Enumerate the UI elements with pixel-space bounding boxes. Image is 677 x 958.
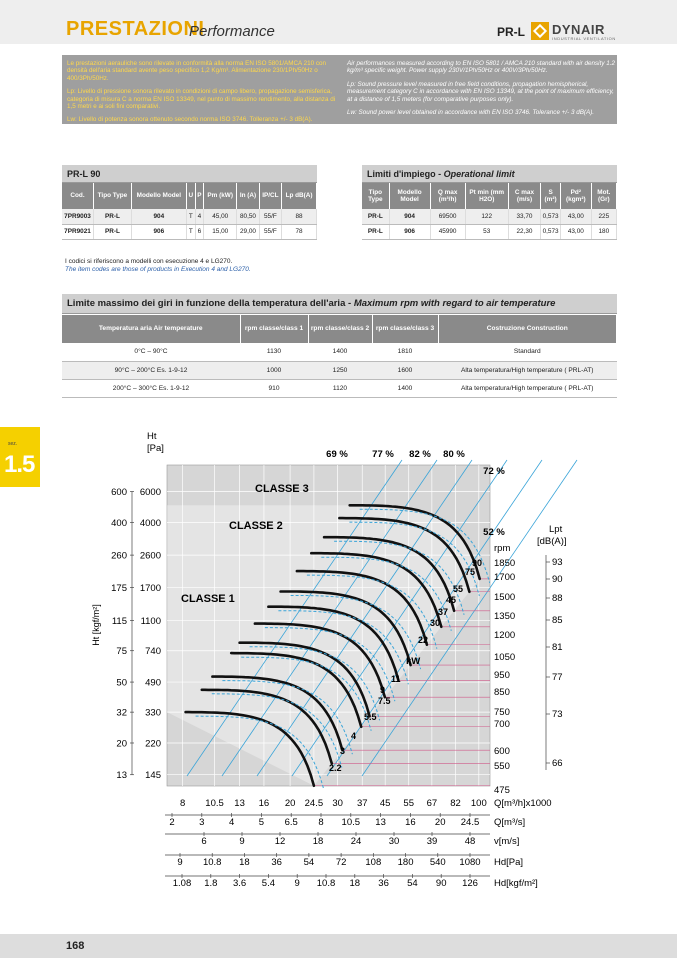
rpm-value: 1700 xyxy=(494,572,516,583)
col-header: Pt min (mm H2O) xyxy=(465,183,508,209)
scale-tick: 24.5 xyxy=(460,817,480,828)
y-pa-tick: 4000 xyxy=(139,517,161,529)
scale-tick: 6 xyxy=(201,836,207,847)
scale-tick: 10.5 xyxy=(341,817,361,828)
rpm-value: 475 xyxy=(494,785,510,796)
cell: 90°C – 200°C Es. 1-9-12 xyxy=(62,361,240,379)
col-header: U xyxy=(186,183,195,209)
table-row xyxy=(62,379,617,397)
col-header: Tipo Type xyxy=(94,183,132,209)
cell: 1000 xyxy=(240,361,308,379)
lpt-value: 66 xyxy=(552,758,563,769)
cell: 904 xyxy=(131,209,186,224)
y-kgf-tick: 20 xyxy=(116,738,127,750)
model-code: PR-L xyxy=(497,25,525,39)
y-kgf-tick: 260 xyxy=(111,550,127,562)
table-row xyxy=(62,209,317,224)
col-header: Lp dB(A) xyxy=(282,183,317,209)
cell: 200°C – 300°C Es. 1-9-12 xyxy=(62,379,240,397)
cell: 22,30 xyxy=(508,224,540,239)
col-header: Pd² (kgm²) xyxy=(560,183,591,209)
cell: 1130 xyxy=(240,343,308,361)
efficiency-label: 77 % xyxy=(372,449,394,460)
scale-tick: 1080 xyxy=(459,857,481,868)
scale-title: v[m/s] xyxy=(494,836,520,847)
col-header: rpm classe/class 2 xyxy=(308,315,372,343)
x-tick: 16 xyxy=(258,798,270,809)
efficiency-label: 52 % xyxy=(483,527,505,538)
class-label: CLASSE 3 xyxy=(255,483,309,495)
table-row xyxy=(362,209,617,224)
col-header: rpm classe/class 1 xyxy=(240,315,308,343)
power-label: 90 xyxy=(472,558,483,568)
scale-tick: 9 xyxy=(239,836,245,847)
power-label: 7.5 xyxy=(378,696,391,706)
scale-tick: 180 xyxy=(397,857,414,868)
limits-table xyxy=(362,165,617,240)
model-table xyxy=(62,165,317,240)
x-tick: 30 xyxy=(332,798,343,809)
scale-title: Hd[Pa] xyxy=(494,857,524,868)
scale-tick: 90 xyxy=(435,878,447,889)
power-label: 5.5 xyxy=(364,712,377,722)
scale-tick: 20 xyxy=(434,817,446,828)
cell: PR-L xyxy=(94,224,132,239)
scale-tick: 10.8 xyxy=(202,857,222,868)
col-header: S (m²) xyxy=(541,183,561,209)
page-footer xyxy=(0,934,677,958)
scale-tick: 13 xyxy=(375,817,386,828)
cell: T xyxy=(186,209,195,224)
notes-box xyxy=(62,55,617,124)
scale-tick: 8 xyxy=(318,817,324,828)
y-pa-tick: 6000 xyxy=(139,486,161,498)
cell: 33,70 xyxy=(508,209,540,224)
notes-english xyxy=(347,60,619,122)
cell: 7PR9021 xyxy=(62,224,94,239)
cell: 1810 xyxy=(372,343,438,361)
rpm-value: 950 xyxy=(494,670,510,681)
lpt-value: 90 xyxy=(552,574,563,585)
scale-tick: 9 xyxy=(294,878,300,889)
y-kgf-tick: 13 xyxy=(116,770,127,782)
x-tick: 20 xyxy=(284,798,296,809)
scale-title: Hd[kgf/m²] xyxy=(494,878,538,889)
cell: 1120 xyxy=(308,379,372,397)
x-axis-title: Q[m³/h]x1000 xyxy=(494,798,552,809)
x-tick: 55 xyxy=(403,798,415,809)
scale-tick: 9 xyxy=(177,857,183,868)
cell: PR-L xyxy=(362,224,389,239)
scale-tick: 108 xyxy=(365,857,382,868)
col-header: Costruzione Construction xyxy=(438,315,617,343)
lpt-value: 77 xyxy=(552,672,563,683)
note-en-3: Lw: Sound power level obtained in accordance with EN ISO 3746. Tolerance +/- 3 dB(A). xyxy=(347,109,595,117)
cell: 69500 xyxy=(430,209,465,224)
y-kgf-tick: 50 xyxy=(116,677,127,689)
notes-italian xyxy=(67,60,339,130)
scale-tick: 3 xyxy=(199,817,205,828)
cell: 904 xyxy=(389,209,430,224)
rpm-value: 850 xyxy=(494,687,510,698)
x-tick: 13 xyxy=(234,798,245,809)
y-pa-tick: 2600 xyxy=(139,550,161,562)
scale-tick: 4 xyxy=(228,817,235,828)
col-header: Tipo Type xyxy=(362,183,389,209)
cell: 1400 xyxy=(372,379,438,397)
section-label: sez. xyxy=(8,441,18,447)
ht-pa-title: Ht xyxy=(147,431,157,442)
note-en-2: Lp: Sound pressure level measured in free field conditions, propagation hemispherical, measurement category C in accordance with EN ISO 13349, at the point of maximum efficiency, at a distance of 1,5 meters (for comparative purposes only). xyxy=(347,80,614,103)
page-title: PRESTAZIONI xyxy=(66,18,205,40)
scale-tick: 24 xyxy=(350,836,362,847)
codes-note-en: The item codes are those of products in Execution 4 and LG270. xyxy=(65,265,251,273)
y-kgf-tick: 32 xyxy=(116,707,127,719)
power-label: 11 xyxy=(391,674,401,684)
limits-title-en: Operational limit xyxy=(443,169,515,179)
section-number: 1.5 xyxy=(4,451,35,478)
note-it-1: Le prestazioni aerauliche sono rilevate in conformità alla norma EN ISO 5801/AMCA 210 con densità dell'aria standard avente peso specifico 1,2 Kg/m³. Alimentazione 230/1Ph/50Hz o 400/3Ph/50Hz. xyxy=(67,60,327,82)
codes-note xyxy=(65,258,251,273)
power-label: 45 xyxy=(446,595,457,605)
x-tick: 8 xyxy=(180,798,186,809)
limits-title-it: Limiti d'impiego xyxy=(367,169,436,179)
col-header: Q max (m³/h) xyxy=(430,183,465,209)
cell: 78 xyxy=(282,224,317,239)
scale-tick: 30 xyxy=(388,836,400,847)
cell: 43,00 xyxy=(560,224,591,239)
scale-tick: 1.08 xyxy=(172,878,192,889)
col-header: Cod. xyxy=(62,183,94,209)
col-header: P xyxy=(195,183,203,209)
efficiency-label: 69 % xyxy=(326,449,348,460)
power-label: 30 xyxy=(430,618,441,628)
cell: 122 xyxy=(465,209,508,224)
x-tick: 37 xyxy=(356,798,368,809)
class-label: CLASSE 1 xyxy=(181,593,235,605)
cell: 0°C – 90°C xyxy=(62,343,240,361)
rpm-value: 1850 xyxy=(494,558,516,569)
lpt-value: 81 xyxy=(552,642,563,653)
scale-tick: 72 xyxy=(335,857,347,868)
y-kgf-tick: 115 xyxy=(111,616,127,628)
rpm-value: 750 xyxy=(494,707,510,718)
lpt-value: 85 xyxy=(552,615,563,626)
scale-tick: 10.8 xyxy=(316,878,336,889)
cell: 45,00 xyxy=(204,209,237,224)
cell: 55/F xyxy=(259,209,281,224)
scale-tick: 126 xyxy=(462,878,478,889)
col-header: Pm (kW) xyxy=(204,183,237,209)
scale-tick: 36 xyxy=(378,878,389,889)
cell: 180 xyxy=(591,224,616,239)
cell: 43,00 xyxy=(560,209,591,224)
cell: T xyxy=(186,224,195,239)
model-table-header xyxy=(62,183,317,209)
x-tick: 67 xyxy=(426,798,438,809)
cell: 1250 xyxy=(308,361,372,379)
limits-table-title: Limiti d'impiego - Operational limit xyxy=(362,165,617,183)
note-it-2: Lp: Livello di pressione sonora rilevato in condizioni di campo libero, propagazione semisferica, categoria di misura C a norma EN ISO 13349, nel punto di massimo rendimento, alla distanza di 1,5 metri e ai soli fini comparativi. xyxy=(67,88,336,111)
scale-tick: 54 xyxy=(407,878,418,889)
y-pa-tick: 330 xyxy=(145,707,161,719)
scale-tick: 3.6 xyxy=(232,878,247,889)
note-it-3: Lw: Livello di potenza sonora ottenuto secondo norma ISO 3746. Tolleranza +/- 3 dB(A). xyxy=(67,116,313,124)
y-axis-title: Ht [kgf/m²] xyxy=(91,604,101,646)
rpm-title: rpm xyxy=(494,543,511,554)
page-header xyxy=(0,0,677,44)
x-tick: 45 xyxy=(379,798,391,809)
y-pa-tick: 220 xyxy=(145,738,161,750)
scale-tick: 12 xyxy=(274,836,286,847)
cell: PR-L xyxy=(94,209,132,224)
x-tick: 100 xyxy=(470,798,487,809)
scale-tick: 54 xyxy=(303,857,315,868)
y-pa-tick: 145 xyxy=(145,770,161,782)
scale-title: Q[m³/s] xyxy=(494,817,526,828)
cell: 53 xyxy=(465,224,508,239)
scale-tick: 18 xyxy=(349,878,361,889)
scale-tick: 18 xyxy=(239,857,250,868)
y-kgf-tick: 600 xyxy=(111,486,127,498)
note-en-1: Air performances measured according to EN ISO 5801 / AMCA 210 standard with air density 1.2 kg/m³ specific weight. Power supply 230V/1Ph/50Hz or 400V/3Ph/50Hz. xyxy=(347,60,615,75)
col-header: IP/CL xyxy=(259,183,281,209)
rpm-value: 1350 xyxy=(494,611,516,622)
y-pa-tick: 740 xyxy=(145,646,161,658)
rpm-table xyxy=(62,315,617,398)
col-header: rpm classe/class 3 xyxy=(372,315,438,343)
rpm-value: 600 xyxy=(494,746,510,757)
power-unit-label: kW xyxy=(406,656,421,667)
rpm-table-title: Limite massimo dei giri in funzione della temperatura dell'aria - Maximum rpm with regard to air temperature xyxy=(62,294,617,314)
power-label: 4 xyxy=(351,731,357,741)
rpm-table-header xyxy=(62,315,617,343)
limits-table-header xyxy=(362,183,617,209)
cell: 906 xyxy=(389,224,430,239)
lpt-unit: [dB(A)] xyxy=(537,536,567,547)
scale-tick: 18 xyxy=(312,836,324,847)
cell: Standard xyxy=(438,343,617,361)
rpm-value: 700 xyxy=(494,719,510,730)
lpt-value: 73 xyxy=(552,709,563,720)
efficiency-label: 80 % xyxy=(443,449,465,460)
table-row xyxy=(62,361,617,379)
scale-tick: 6.5 xyxy=(284,817,298,828)
cell: 15,00 xyxy=(204,224,237,239)
efficiency-label: 72 % xyxy=(483,466,505,477)
rpm-value: 1500 xyxy=(494,592,516,603)
logo-mark-icon xyxy=(531,22,549,40)
cell: 88 xyxy=(282,209,317,224)
cell: 906 xyxy=(131,224,186,239)
lpt-value: 88 xyxy=(552,593,563,604)
scale-tick: 39 xyxy=(426,836,438,847)
scale-tick: 5 xyxy=(258,817,265,828)
cell: 45990 xyxy=(430,224,465,239)
dynair-logo xyxy=(531,22,617,44)
power-label: 2.2 xyxy=(329,763,342,773)
cell: 1400 xyxy=(308,343,372,361)
rpm-value: 550 xyxy=(494,761,510,772)
cell: Alta temperatura/High temperature ( PRL-AT) xyxy=(438,361,617,379)
power-label: 9 xyxy=(380,685,386,695)
efficiency-label: 82 % xyxy=(409,449,431,460)
cell: 6 xyxy=(195,224,203,239)
scale-tick: 36 xyxy=(271,857,282,868)
scale-tick: 16 xyxy=(405,817,416,828)
page-number: 168 xyxy=(66,940,85,952)
lpt-value: 93 xyxy=(552,557,563,568)
col-header: Modello Model xyxy=(389,183,430,209)
y-kgf-tick: 175 xyxy=(111,582,127,594)
y-pa-tick: 1100 xyxy=(140,616,161,628)
power-label: 22 xyxy=(418,635,429,645)
page-subtitle: Performance xyxy=(189,23,275,40)
y-pa-tick: 1700 xyxy=(139,582,161,594)
y-kgf-tick: 400 xyxy=(111,517,127,529)
x-tick: 10.5 xyxy=(205,798,224,809)
lpt-title: Lpt xyxy=(549,524,563,535)
cell: 225 xyxy=(591,209,616,224)
col-header: Mot. (Gr) xyxy=(591,183,616,209)
power-label: 37 xyxy=(438,607,449,617)
cell: 1600 xyxy=(372,361,438,379)
cell: 910 xyxy=(240,379,308,397)
power-label: 75 xyxy=(465,567,476,577)
cell: 55/F xyxy=(259,224,281,239)
cell: 0,573 xyxy=(541,224,561,239)
logo-name: DYNAIR xyxy=(552,22,605,37)
cell: PR-L xyxy=(362,209,389,224)
scale-tick: 48 xyxy=(464,836,476,847)
scale-tick: 540 xyxy=(429,857,446,868)
rpm-title-it: Limite massimo dei giri in funzione della temperatura dell'aria xyxy=(67,298,346,309)
y-pa-tick: 490 xyxy=(145,677,161,689)
cell: 0,573 xyxy=(541,209,561,224)
power-label: 55 xyxy=(453,584,464,594)
ht-pa-unit: [Pa] xyxy=(147,443,164,454)
x-tick: 82 xyxy=(450,798,461,809)
col-header: C max (m/s) xyxy=(508,183,540,209)
cell: 29,00 xyxy=(237,224,259,239)
cell: 7PR9003 xyxy=(62,209,94,224)
cell: 4 xyxy=(195,209,203,224)
scale-tick: 2 xyxy=(169,817,175,828)
table-row xyxy=(362,224,617,239)
col-header: In (A) xyxy=(237,183,259,209)
power-label: 3 xyxy=(340,746,346,756)
x-tick: 24.5 xyxy=(304,798,324,809)
codes-note-it: I codici si riferiscono a modelli con esecuzione 4 e LG270. xyxy=(65,258,233,265)
scale-tick: 1.8 xyxy=(204,878,218,889)
logo-tagline: INDUSTRIAL VENTILATION xyxy=(552,36,616,41)
rpm-title-en: Maximum rpm with regard to air temperature xyxy=(353,298,556,309)
col-header: Temperatura aria Air temperature xyxy=(62,315,240,343)
cell: 80,50 xyxy=(237,209,259,224)
rpm-value: 1050 xyxy=(494,652,516,663)
scale-tick: 5.4 xyxy=(261,878,276,889)
performance-chart xyxy=(0,425,677,895)
y-kgf-tick: 75 xyxy=(116,646,127,658)
table-row xyxy=(62,343,617,361)
table-row xyxy=(62,224,317,239)
col-header: Modello Model xyxy=(131,183,186,209)
model-table-title: PR-L 90 xyxy=(62,165,317,183)
class-label: CLASSE 2 xyxy=(229,520,283,532)
cell: Alta temperatura/High temperature ( PRL-AT) xyxy=(438,379,617,397)
rpm-value: 1200 xyxy=(494,630,516,641)
